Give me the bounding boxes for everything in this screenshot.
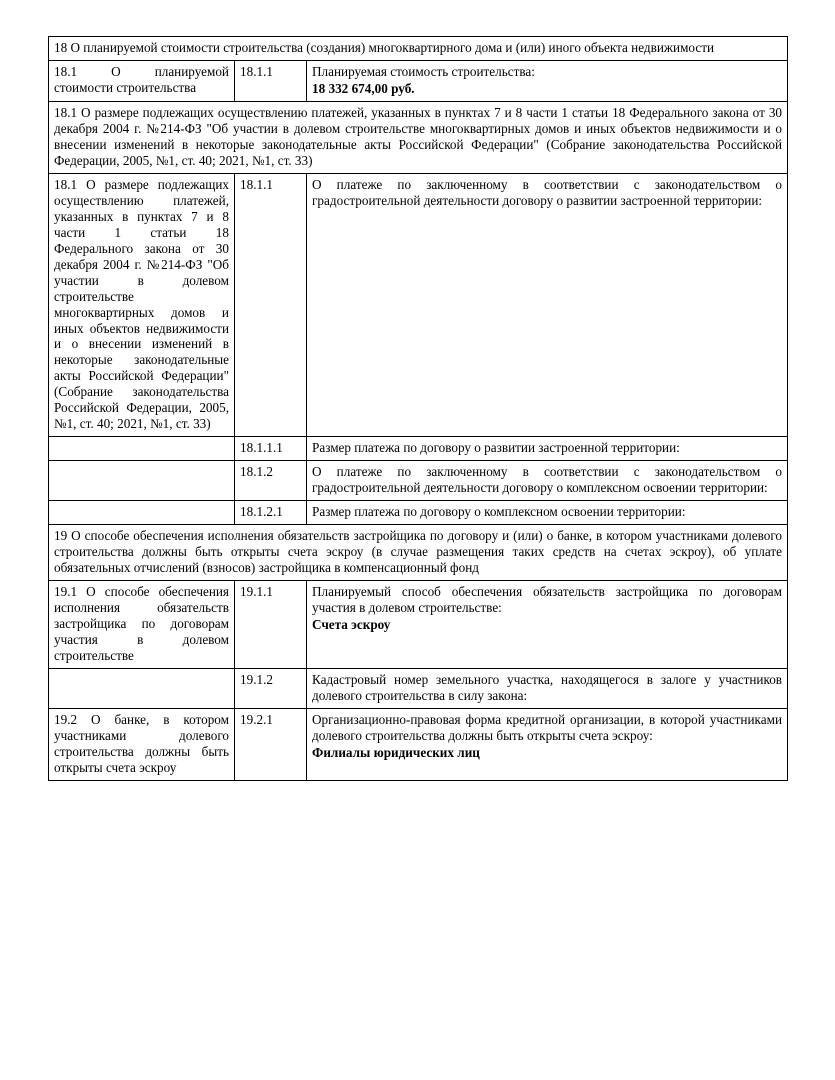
row-code: 18.1.1.1 <box>235 437 307 461</box>
row-value-text: О платеже по заключенному в соответствии с законодательством о градостроительной деятельности договору о комплексном освоении территории: <box>312 464 783 496</box>
section-header-19: 19 О способе обеспечения исполнения обязательств застройщика по договору и (или) о банке, в котором участниками долевого строительства должны быть открыты счета эскроу (в случае размещения таких средств на счетах эскроу), об уплате обязательных отчислений (взносов) застройщика в компенсационный фонд <box>49 525 788 581</box>
row-value-text: Кадастровый номер земельного участка, находящегося в залоге у участников долевого строительства в силу закона: <box>312 671 783 703</box>
table-row-section-header <box>49 101 788 173</box>
row-code: 19.1.1 <box>235 581 307 669</box>
row-value-text: Организационно-правовая форма кредитной организации, в которой участниками долевого строительства должны быть открыты счета эскроу: <box>312 711 783 743</box>
row-value <box>307 708 788 780</box>
table-row <box>49 461 788 501</box>
row-value <box>307 173 788 437</box>
row-code: 18.1.2 <box>235 461 307 501</box>
table-row <box>49 437 788 461</box>
row-value <box>307 437 788 461</box>
row-label <box>49 461 235 501</box>
row-value-bold: 18 332 674,00 руб. <box>312 80 415 96</box>
row-label <box>49 501 235 525</box>
row-code: 18.1.2.1 <box>235 501 307 525</box>
table-row-section-header <box>49 37 788 61</box>
row-label <box>49 668 235 708</box>
table-row <box>49 501 788 525</box>
row-value <box>307 581 788 669</box>
row-code: 19.2.1 <box>235 708 307 780</box>
section-header-18: 18 О планируемой стоимости строительства (создания) многоквартирного дома и (или) иного объекта недвижимости <box>49 37 788 61</box>
row-value <box>307 60 788 101</box>
row-label: 18.1 О размере подлежащих осуществлению платежей, указанных в пунктах 7 и 8 части 1 статьи 18 Федерального закона от 30 декабря 2004 г. №214-ФЗ "Об участии в долевом строительстве многоквартирных домов и иных объектов недвижимости и о внесении изменений в некоторые законодательные акты Российской Федерации" (Собрание законодательства Российской Федерации, 2005, №1, ст. 40; 2021, №1, ст. 33) <box>49 173 235 437</box>
row-code: 18.1.1 <box>235 173 307 437</box>
row-value-bold: Счета эскроу <box>312 617 391 632</box>
row-value <box>307 668 788 708</box>
table-row-section-header <box>49 525 788 581</box>
row-value-text: Размер платежа по договору о комплексном освоении территории: <box>312 504 686 520</box>
row-label: 19.1 О способе обеспечения исполнения обязательств застройщика по договорам участия в долевом строительстве <box>49 581 235 669</box>
table-row <box>49 60 788 101</box>
row-value-text: Планируемый способ обеспечения обязательств застройщика по договорам участия в долевом строительстве: <box>312 584 783 616</box>
row-value <box>307 461 788 501</box>
row-value <box>307 501 788 525</box>
table-row <box>49 708 788 780</box>
row-label: 18.1 О планируемой стоимости строительства <box>49 60 235 101</box>
table-row <box>49 668 788 708</box>
row-value-bold: Филиалы юридических лиц <box>312 744 480 760</box>
table-row <box>49 173 788 437</box>
row-code: 18.1.1 <box>235 60 307 101</box>
disclosure-table <box>48 36 788 781</box>
row-label: 19.2 О банке, в котором участниками долевого строительства должны быть открыты счета эскроу <box>49 708 235 780</box>
section-header-18-1: 18.1 О размере подлежащих осуществлению платежей, указанных в пунктах 7 и 8 части 1 статьи 18 Федерального закона от 30 декабря 2004 г. №214-ФЗ "Об участии в долевом строительстве многоквартирных домов и иных объектов недвижимости и о внесении изменений в некоторые законодательные акты Российской Федерации" (Собрание законодательства Российской Федерации, 2005, №1, ст. 40; 2021, №1, ст. 33) <box>49 101 788 173</box>
row-code: 19.1.2 <box>235 668 307 708</box>
row-value-text: О платеже по заключенному в соответствии с законодательством о градостроительной деятельности договору о развитии застроенной территории: <box>312 176 783 208</box>
row-value-text: Размер платежа по договору о развитии застроенной территории: <box>312 440 680 456</box>
table-row <box>49 581 788 669</box>
row-value-text: Планируемая стоимость строительства: <box>312 63 535 79</box>
row-label <box>49 437 235 461</box>
